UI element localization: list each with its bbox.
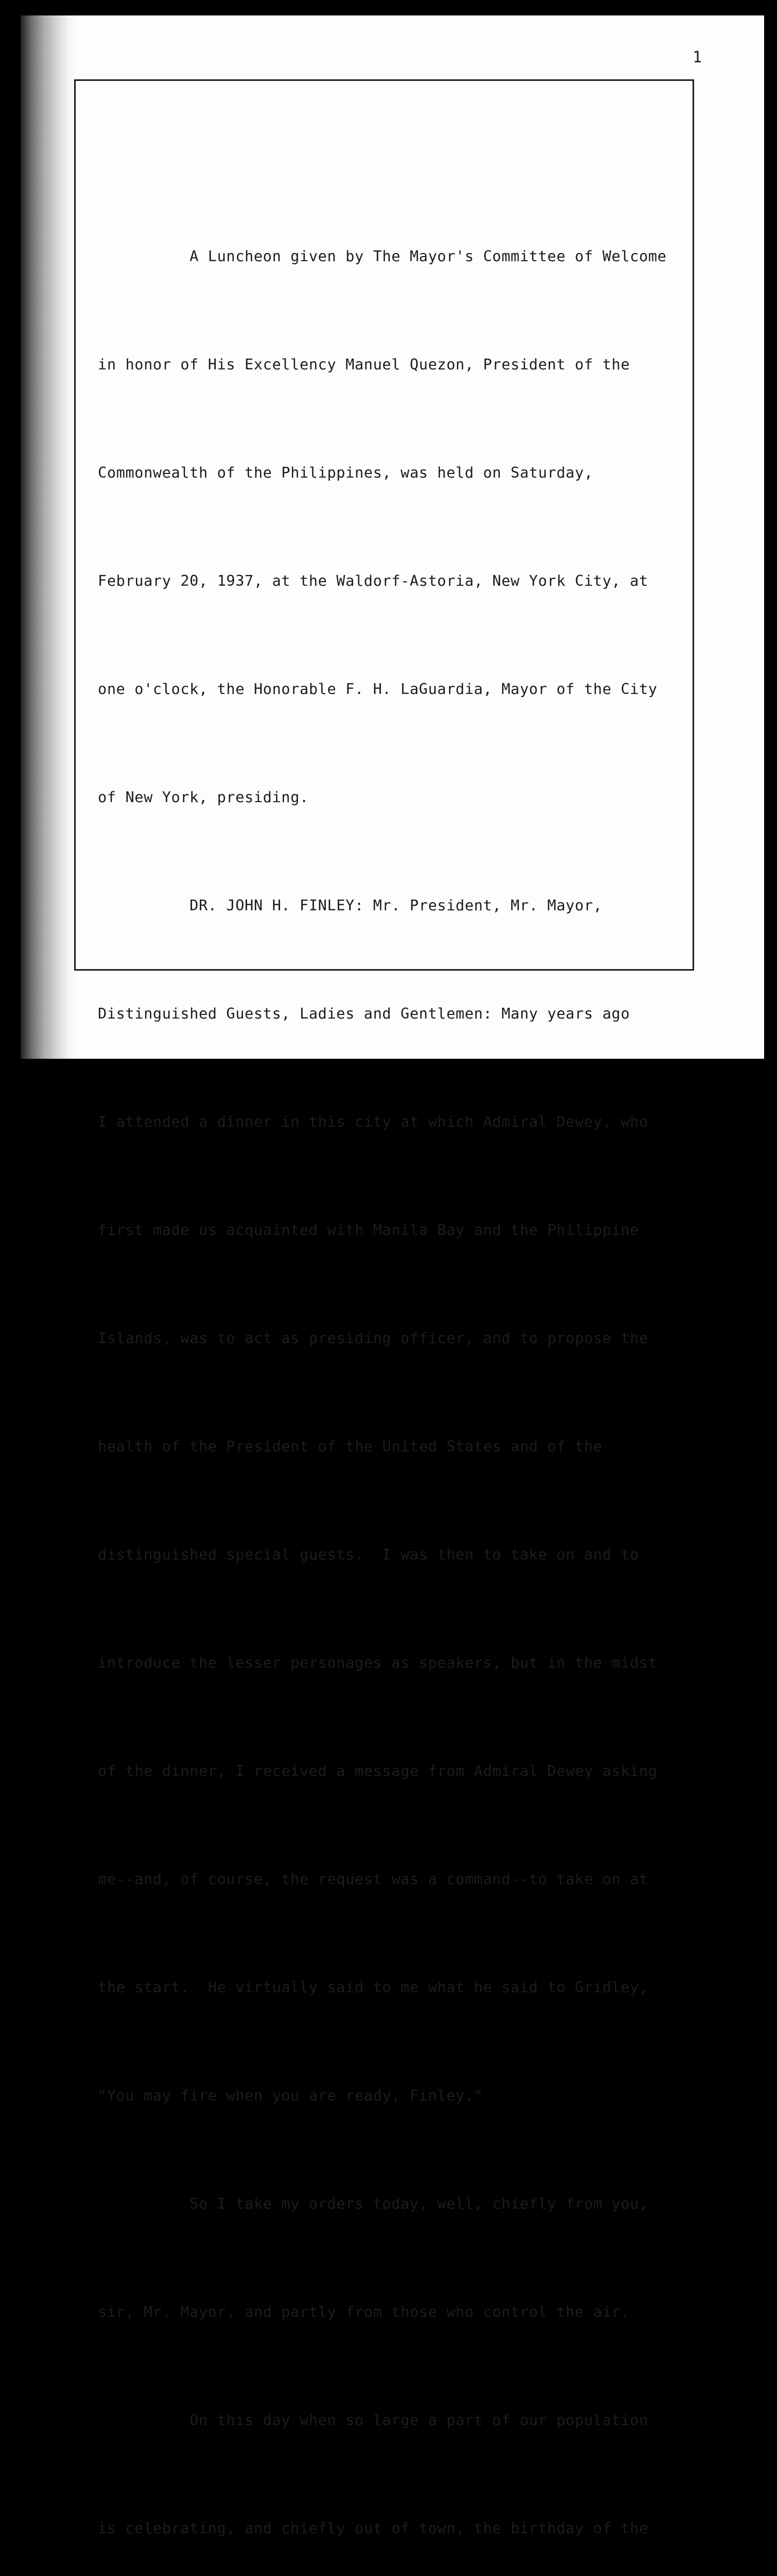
text-line: "You may fire when you are ready, Finley." [98, 2087, 484, 2104]
text-line: me--and, of course, the request was a command--to take on at [98, 1870, 648, 1888]
text-line: Commonwealth of the Philippines, was held on Saturday, [98, 464, 594, 481]
text-line: introduce the lesser personages as speakers, but in the midst [98, 1654, 658, 1671]
text-line: one o'clock, the Honorable F. H. LaGuardia, Mayor of the City [98, 680, 658, 698]
text-line: DR. JOHN H. FINLEY: Mr. President, Mr. Mayor, [98, 896, 602, 914]
text-line: the start. He virtually said to me what he said to Gridley, [98, 1978, 648, 1996]
text-line: A Luncheon given by The Mayor's Committee of Welcome [98, 247, 667, 265]
text-line: Islands, was to act as presiding officer, and to propose the [98, 1329, 648, 1347]
text-line: of the dinner, I received a message from Admiral Dewey asking [98, 1762, 658, 1780]
text-line: So I take my orders today, well, chiefly from you, [98, 2195, 648, 2212]
page-number: 1 [693, 48, 702, 66]
document-page [21, 15, 764, 2537]
scan-gutter-shadow [21, 15, 77, 1059]
text-line: first made us acquainted with Manila Bay and the Philippine [98, 1221, 640, 1239]
text-line: is celebrating, and chiefly out of town, the birthday of the [98, 2519, 648, 2537]
text-line: On this day when so large a part of our population [98, 2411, 648, 2429]
text-line: in honor of His Excellency Manuel Quezon, President of the [98, 355, 630, 373]
text-line: of New York, presiding. [98, 788, 309, 806]
text-line: distinguished special guests. I was then to take on and to [98, 1546, 640, 1563]
text-line: February 20, 1937, at the Waldorf-Astoria, New York City, at [98, 572, 648, 589]
transcript-text [98, 166, 716, 2576]
text-line: I attended a dinner in this city at which Admiral Dewey, who [98, 1113, 648, 1130]
text-line: sir, Mr. Mayor, and partly from those who control the air. [98, 2303, 630, 2320]
text-line: Distinguished Guests, Ladies and Gentlemen: Many years ago [98, 1005, 630, 1022]
text-line: health of the President of the United States and of the [98, 1437, 602, 1455]
